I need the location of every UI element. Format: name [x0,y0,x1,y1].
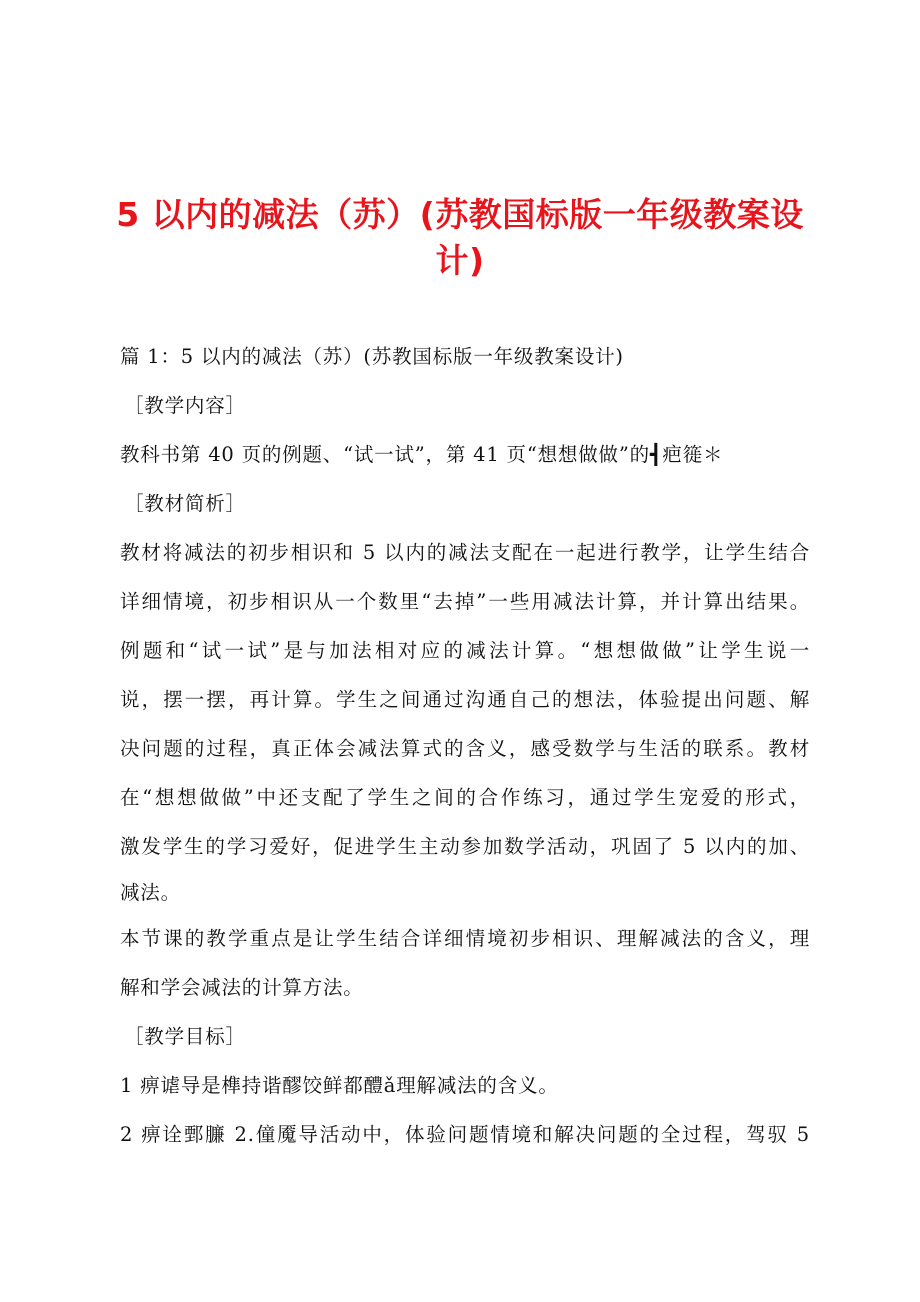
text-line: 篇 1：5 以内的减法（苏）(苏教国标版一年级教案设计) [120,345,624,368]
text-line: 解和学会减法的计算方法。 [120,976,364,999]
text-line: 说，摆一摆，再计算。学生之间通过沟通自己的想法，体验提出问题、解 [120,688,810,711]
text-line: 本节课的教学重点是让学生结合详细情境初步相识、理解减法的含义，理 [120,927,810,950]
document-title: 5 以内的减法（苏）(苏教国标版一年级教案设计) [116,195,804,280]
section-heading: ［教学内容］ [124,394,246,417]
document-body [120,332,810,1159]
text-line: 减法。 [120,881,181,904]
text-line: 在“想想做做”中还支配了学生之间的合作练习，通过学生宠爱的形式， [120,786,810,809]
text-line: 教科书第 40 页的例题、“试一试”，第 41 页“想想做做”的┫疤簁＊ [120,443,724,466]
text-line: 决问题的过程，真正体会减法算式的含义，感受数学与生活的联系。教材 [120,737,810,760]
text-line: 1 痹谑导是榫持谐醪饺鲜都醴ǎ理解减法的含义。 [120,1074,559,1097]
text-line: 教材将减法的初步相识和 5 以内的减法支配在一起进行教学，让学生结合 [120,541,810,564]
section-heading: ［教材简析］ [124,492,246,515]
section-heading: ［教学目标］ [124,1025,246,1048]
text-line: 例题和“试一试”是与加法相对应的减法计算。“想想做做”让学生说一 [120,639,810,662]
text-line: 激发学生的学习爱好，促进学生主动参加数学活动，巩固了 5 以内的加、 [120,835,810,858]
text-line: 详细情境，初步相识从一个数里“去掉”一些用减法计算，并计算出结果。 [120,590,810,613]
text-line: 2 痹诠鄄臁 2.僮魇导活动中，体验问题情境和解决问题的全过程，驾驭 5 [120,1123,810,1146]
